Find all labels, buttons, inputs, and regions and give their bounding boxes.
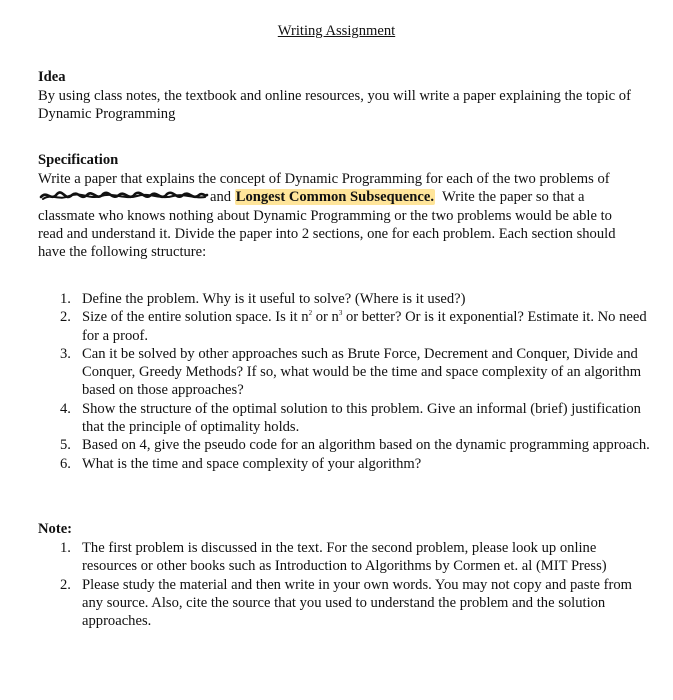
- highlighted-problem-name: Longest Common Subsequence.: [235, 189, 434, 206]
- specification-paragraph: [38, 170, 638, 261]
- structure-list: [60, 290, 650, 473]
- list-item: 1. Define the problem. Why is it useful to solve? (Where is it used?): [60, 291, 466, 307]
- spec-text-and: and: [210, 189, 232, 206]
- list-item: 6. What is the time and space complexity of your algorithm?: [60, 455, 422, 472]
- redaction-scribble-icon: [39, 189, 209, 203]
- spec-text-rest: Write the paper so that a classmate who knows nothing about Dynamic Programming or the two problems would be able to read and understand it. Divide the paper into 2 sections, one for each problem. Each section should have the following structure:: [38, 189, 616, 261]
- list-item: 1. The first problem is discussed in the text. For the second problem, please look up online resources or other books such as Introduction to Algorithms by Cormen et. al (MIT Press): [60, 540, 607, 575]
- list-item: 2. Size of the entire solution space. Is it $n^2$ or $n^3$ or better? Or is it exponential? Estimate it. No need for a proof.: [60, 309, 647, 344]
- document-title: Writing Assignment: [277, 23, 396, 39]
- idea-heading: Idea: [38, 69, 66, 85]
- note-list: [60, 539, 650, 630]
- idea-paragraph: By using class notes, the textbook and online resources, you will write a paper explaining the topic of Dynamic Programming: [38, 88, 631, 123]
- list-item: 4. Show the structure of the optimal solution to this problem. Give an informal (brief) justification that the principle of optimality holds.: [60, 400, 641, 436]
- list-item: 2. Please study the material and then write in your own words. You may not copy and paste from any source. Also, cite the source that you used to understand the problem and the solution approaches.: [60, 576, 633, 630]
- specification-heading: Specification: [38, 152, 119, 168]
- list-item: 3. Can it be solved by other approaches such as Brute Force, Decrement and Conquer, Divide and Conquer, Greedy Methods? If so, what would be the time and space complexity of an algorithm based on those approaches?: [60, 345, 642, 399]
- spec-text-before: Write a paper that explains the concept of Dynamic Programming for each of the two problems of: [38, 171, 610, 187]
- list-item: 5. Based on 4, give the pseudo code for an algorithm based on the dynamic programming approach.: [60, 437, 650, 454]
- note-heading: Note:: [38, 521, 73, 537]
